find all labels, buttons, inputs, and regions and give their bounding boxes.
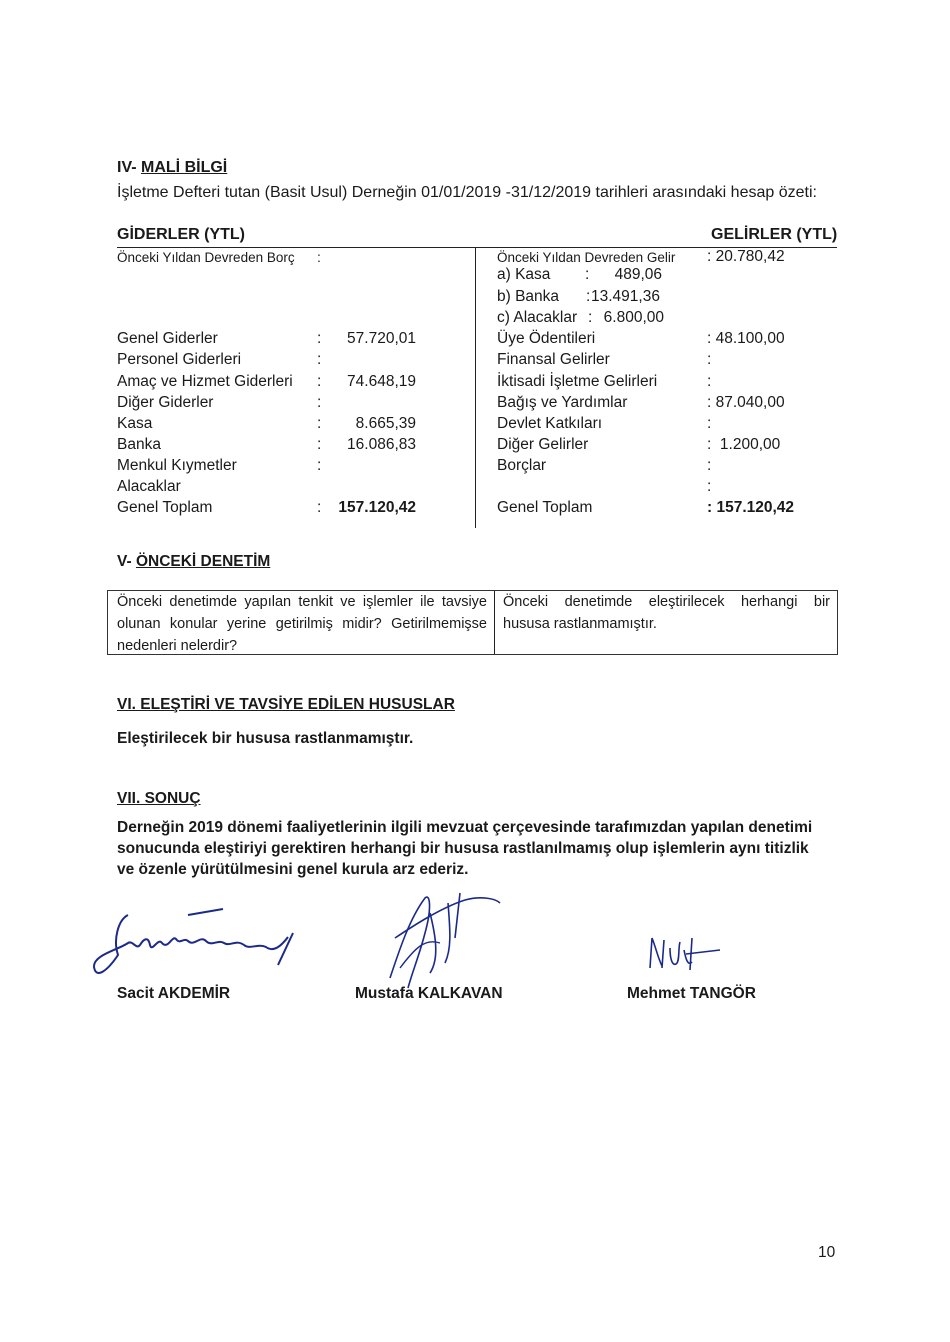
expense-row-value: 8.665,39 bbox=[355, 415, 416, 432]
income-sub-label: c) Alacaklar bbox=[497, 309, 578, 326]
section-4-intro: İşletme Defteri tutan (Basit Usul) Derneğin 01/01/2019 -31/12/2019 tarihleri arasındaki hesap özeti: bbox=[117, 184, 817, 201]
section-5-prefix: V- bbox=[117, 553, 136, 570]
income-sub-colon: : bbox=[588, 309, 593, 326]
income-row-value: : bbox=[707, 351, 712, 368]
expense-row-value: 74.648,19 bbox=[347, 373, 416, 390]
income-carry-over-value: : 20.780,42 bbox=[707, 248, 785, 265]
previous-audit-question: Önceki denetimde yapılan tenkit ve işlemler ile tavsiye olunan konular yerine getirilmiş midir? Getirilmemişse nedenleri nelerdir? bbox=[117, 594, 487, 654]
signatory-name-3: Mehmet TANGÖR bbox=[627, 985, 756, 1002]
signature-image-1 bbox=[88, 895, 308, 985]
income-row-label: Devlet Katkıları bbox=[497, 415, 603, 432]
income-sub-value: 13.491,36 bbox=[591, 288, 660, 305]
income-row-label: Bağış ve Yardımlar bbox=[497, 394, 628, 411]
expenses-total-label: Genel Toplam bbox=[117, 499, 213, 516]
conclusion-line: sonucunda eleştiriyi gerektiren herhangi bir hususa rastlanılmamış olup işlemlerin aynı titizlik bbox=[117, 840, 809, 857]
signature-image-3 bbox=[640, 928, 740, 978]
previous-audit-divider bbox=[494, 591, 495, 654]
expense-row-label: Personel Giderleri bbox=[117, 351, 242, 368]
income-carry-over-label: Önceki Yıldan Devreden Gelir bbox=[497, 250, 676, 265]
income-row-label: Finansal Gelirler bbox=[497, 351, 610, 368]
expense-row-colon: : bbox=[317, 351, 322, 368]
income-row-value: : 48.100,00 bbox=[707, 330, 785, 347]
income-total-value: : 157.120,42 bbox=[707, 499, 795, 516]
income-row-value: : bbox=[707, 457, 712, 474]
conclusion-line: ve özenle yürütülmesini genel kurula arz ederiz. bbox=[117, 861, 469, 878]
previous-audit-answer: Önceki denetimde eleştirilecek herhangi bir hususa rastlanmamıştır. bbox=[503, 594, 830, 632]
income-row-value: : bbox=[707, 478, 712, 495]
income-row-label: Üye Ödentileri bbox=[497, 330, 596, 347]
expenses-carry-over-colon: : bbox=[317, 249, 321, 265]
expenses-carry-over-label: Önceki Yıldan Devreden Borç bbox=[117, 250, 295, 265]
section-6-text: Eleştirilecek bir hususa rastlanmamıştır. bbox=[117, 730, 414, 747]
income-sub-colon: : bbox=[585, 266, 590, 283]
section-5-title bbox=[117, 553, 270, 571]
signature-image-2 bbox=[370, 878, 510, 993]
expense-row-label: Amaç ve Hizmet Giderleri bbox=[117, 373, 293, 390]
expense-row-colon: : bbox=[317, 394, 322, 411]
expense-row-value: 57.720,01 bbox=[347, 330, 416, 347]
expense-row-colon: : bbox=[317, 373, 322, 390]
income-sub-value: 489,06 bbox=[614, 266, 662, 283]
income-row-value: : bbox=[707, 415, 712, 432]
expenses-header: GİDERLER (YTL) bbox=[117, 226, 245, 243]
income-sub-label: a) Kasa bbox=[497, 266, 551, 283]
expense-row-label: Diğer Giderler bbox=[117, 394, 214, 411]
income-row-value: : 87.040,00 bbox=[707, 394, 785, 411]
income-row-label: Borçlar bbox=[497, 457, 547, 474]
income-header: GELİRLER (YTL) bbox=[711, 226, 838, 243]
income-sub-value: 6.800,00 bbox=[603, 309, 664, 326]
income-row-label: İktisadi İşletme Gelirleri bbox=[497, 373, 658, 390]
expense-row-colon: : bbox=[317, 415, 322, 432]
section-4-title bbox=[117, 159, 227, 177]
expenses-total-colon: : bbox=[317, 499, 322, 516]
conclusion-line: Derneğin 2019 dönemi faaliyetlerinin ilgili mevzuat çerçevesinde tarafımızdan yapılan denetimi bbox=[117, 819, 813, 836]
section-4-prefix: IV- bbox=[117, 159, 142, 176]
section-5-title-text: ÖNCEKİ DENETİM bbox=[135, 553, 271, 570]
income-row-value: : bbox=[707, 373, 712, 390]
expense-row-label: Kasa bbox=[117, 415, 153, 432]
page-number: 10 bbox=[818, 1244, 836, 1261]
expense-row-label: Alacaklar bbox=[117, 478, 181, 495]
signatory-name-1: Sacit AKDEMİR bbox=[117, 985, 231, 1002]
section-6-title: VI. ELEŞTİRİ VE TAVSİYE EDİLEN HUSUSLAR bbox=[117, 696, 455, 713]
expense-row-colon: : bbox=[317, 436, 322, 453]
income-row-value: : 1.200,00 bbox=[707, 436, 781, 453]
expense-row-label: Genel Giderler bbox=[117, 330, 218, 347]
signatory-name-2: Mustafa KALKAVAN bbox=[355, 985, 503, 1002]
section-4-title-text: MALİ BİLGİ bbox=[141, 159, 228, 176]
section-7-title: VII. SONUÇ bbox=[117, 790, 201, 807]
expense-row-label: Banka bbox=[117, 436, 161, 453]
income-total-label: Genel Toplam bbox=[497, 499, 593, 516]
expense-row-value: 16.086,83 bbox=[347, 436, 416, 453]
table-divider bbox=[475, 248, 476, 528]
expense-row-label: Menkul Kıymetler bbox=[117, 457, 237, 474]
expense-row-colon: : bbox=[317, 457, 322, 474]
income-sub-label: b) Banka bbox=[497, 288, 560, 305]
income-sub-colon: : bbox=[586, 288, 591, 305]
income-row-label: Diğer Gelirler bbox=[497, 436, 589, 453]
expenses-total-value: 157.120,42 bbox=[338, 499, 416, 516]
expense-row-colon: : bbox=[317, 330, 322, 347]
